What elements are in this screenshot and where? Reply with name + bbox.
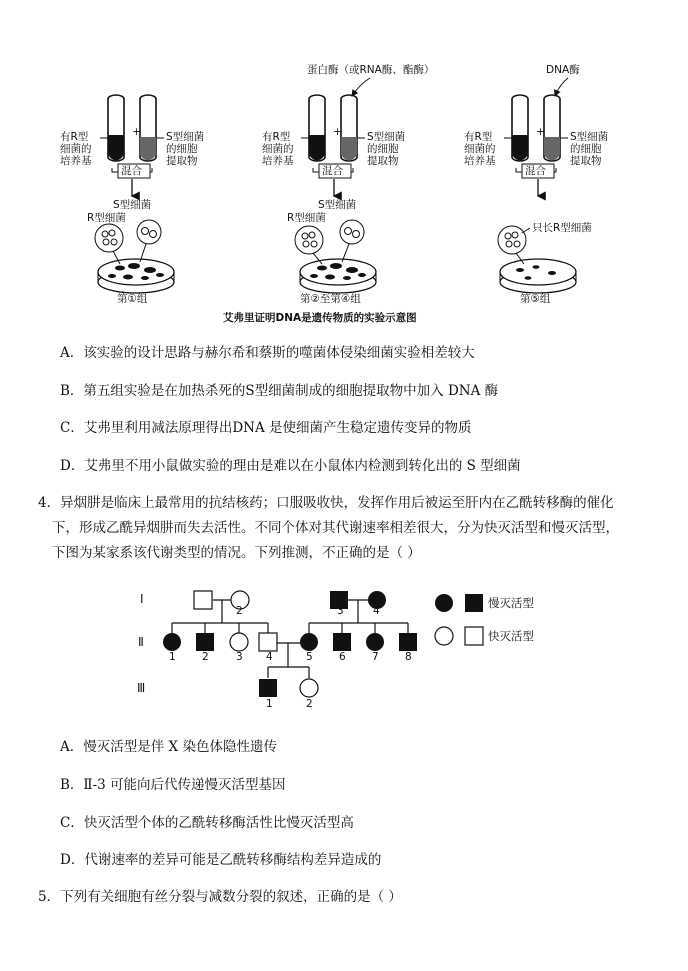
tube-r-3 <box>512 95 528 161</box>
s-extract-label-1: S型细菌 的细胞 提取物 <box>166 131 205 167</box>
pedigree-num-I-3: 3 <box>337 605 344 617</box>
q3-option-a: A．该实验的设计思路与赫尔希和蔡斯的噬菌体侵染细菌实验相差较大 <box>60 345 475 361</box>
gen-label-3: Ⅲ <box>137 681 146 695</box>
petri-dish-3 <box>498 226 576 293</box>
pedigree-num-III-2: 2 <box>306 698 313 710</box>
tube-s-2 <box>341 95 357 161</box>
pedigree-chart <box>0 575 688 720</box>
enzyme-label-3: DNA酶 <box>546 64 580 76</box>
pedigree-II-2 <box>196 633 214 651</box>
pedigree-II-5 <box>300 633 318 651</box>
pedigree-II-8 <box>399 633 417 651</box>
plus-sign-2: + <box>333 126 342 138</box>
tube-r-1 <box>108 95 124 161</box>
legend-slow-square <box>465 594 483 612</box>
r-bacteria-label-1: R型细菌 <box>87 212 126 224</box>
pedigree-II-3 <box>230 633 248 651</box>
pedigree-num-II-6: 6 <box>339 651 346 663</box>
pedigree-II-7 <box>366 633 384 651</box>
tube-s-1 <box>140 95 156 161</box>
mix-label-2: 混合 <box>322 165 343 177</box>
tube-s-3 <box>544 95 560 161</box>
s-extract-label-3: S型细菌 的细胞 提取物 <box>570 131 609 167</box>
tube-r-2 <box>309 95 325 161</box>
pedigree-II-1 <box>163 633 181 651</box>
pedigree-II-6 <box>333 633 351 651</box>
plus-sign-1: + <box>132 126 141 138</box>
group-3-label: 第⑤组 <box>520 293 551 305</box>
figure-caption: 艾弗里证明DNA是遗传物质的实验示意图 <box>223 312 417 324</box>
r-medium-label-2: 有R型 细菌的 培养基 <box>262 131 294 167</box>
s-extract-label-2: S型细菌 的细胞 提取物 <box>367 131 406 167</box>
s-bacteria-label-2: S型细菌 <box>318 199 357 211</box>
pedigree-I-1-male <box>194 591 212 609</box>
mix-label-1: 混合 <box>121 165 142 177</box>
pedigree-num-II-2: 2 <box>202 651 209 663</box>
q4-option-b: B．Ⅱ-3 可能向后代传递慢灭活型基因 <box>60 777 286 793</box>
q5-stem: 5．下列有关细胞有丝分裂与减数分裂的叙述，正确的是（ ） <box>38 889 402 905</box>
q3-option-b: B．第五组实验是在加热杀死的S型细菌制成的细胞提取物中加入 DNA 酶 <box>60 383 499 399</box>
r-medium-label-3: 有R型 细菌的 培养基 <box>464 131 496 167</box>
plus-sign-3: + <box>536 126 545 138</box>
pedigree-num-II-4: 4 <box>266 651 273 663</box>
q4-option-a: A．慢灭活型是伴 X 染色体隐性遗传 <box>60 739 277 755</box>
q3-option-d: D．艾弗里不用小鼠做实验的理由是难以在小鼠体内检测到转化出的 S 型细菌 <box>60 458 521 474</box>
pedigree-num-I-2: 2 <box>236 605 243 617</box>
legend-fast-circle <box>435 627 453 645</box>
legend-slow-label: 慢灭活型 <box>488 596 534 610</box>
group-1-label: 第①组 <box>117 293 148 305</box>
pedigree-num-I-4: 4 <box>373 605 380 617</box>
pedigree-num-II-1: 1 <box>169 651 176 663</box>
q3-option-c: C．艾弗里利用减法原理得出DNA 是使细菌产生稳定遗传变异的物质 <box>60 420 472 436</box>
q4-option-c: C．快灭活型个体的乙酰转移酶活性比慢灭活型高 <box>60 815 354 831</box>
only-r-label: 只长R型细菌 <box>532 222 592 234</box>
mix-label-3: 混合 <box>525 165 546 177</box>
pedigree-III-2 <box>300 679 318 697</box>
q4-stem-line-1: 4．异烟肼是临床上最常用的抗结核药；口服吸收快，发挥作用后被运至肝内在乙酰转移酶的催化 <box>38 495 614 511</box>
pedigree-III-1 <box>259 679 277 697</box>
q4-stem-line-3: 下图为某家系该代谢类型的情况。下列推测，不正确的是（ ） <box>52 545 421 561</box>
r-medium-label-1: 有R型 细菌的 培养基 <box>60 131 92 167</box>
legend-slow-circle <box>435 594 453 612</box>
pedigree-num-II-7: 7 <box>372 651 379 663</box>
pedigree-num-II-5: 5 <box>306 651 313 663</box>
legend-fast-label: 快灭活型 <box>488 629 534 643</box>
q4-stem-line-2: 下，形成乙酰异烟肼而失去活性。不同个体对其代谢速率相差很大，分为快灭活型和慢灭活型， <box>52 520 619 536</box>
legend-fast-square <box>465 627 483 645</box>
pedigree-II-4 <box>259 633 277 651</box>
enzyme-label-2: 蛋白酶（或RNA酶、酯酶） <box>307 64 435 76</box>
petri-dish-1 <box>95 220 174 293</box>
pedigree-num-II-3: 3 <box>236 651 243 663</box>
petri-dish-2 <box>295 220 376 293</box>
q4-option-d: D．代谢速率的差异可能是乙酰转移酶结构差异造成的 <box>60 852 382 868</box>
pedigree-num-II-8: 8 <box>405 651 412 663</box>
group-2-label: 第②至第④组 <box>300 293 361 305</box>
gen-label-1: Ⅰ <box>140 592 144 606</box>
pedigree-num-III-1: 1 <box>266 698 273 710</box>
r-bacteria-label-2: R型细菌 <box>287 212 326 224</box>
gen-label-2: Ⅱ <box>138 635 144 649</box>
s-bacteria-label-1: S型细菌 <box>113 199 152 211</box>
